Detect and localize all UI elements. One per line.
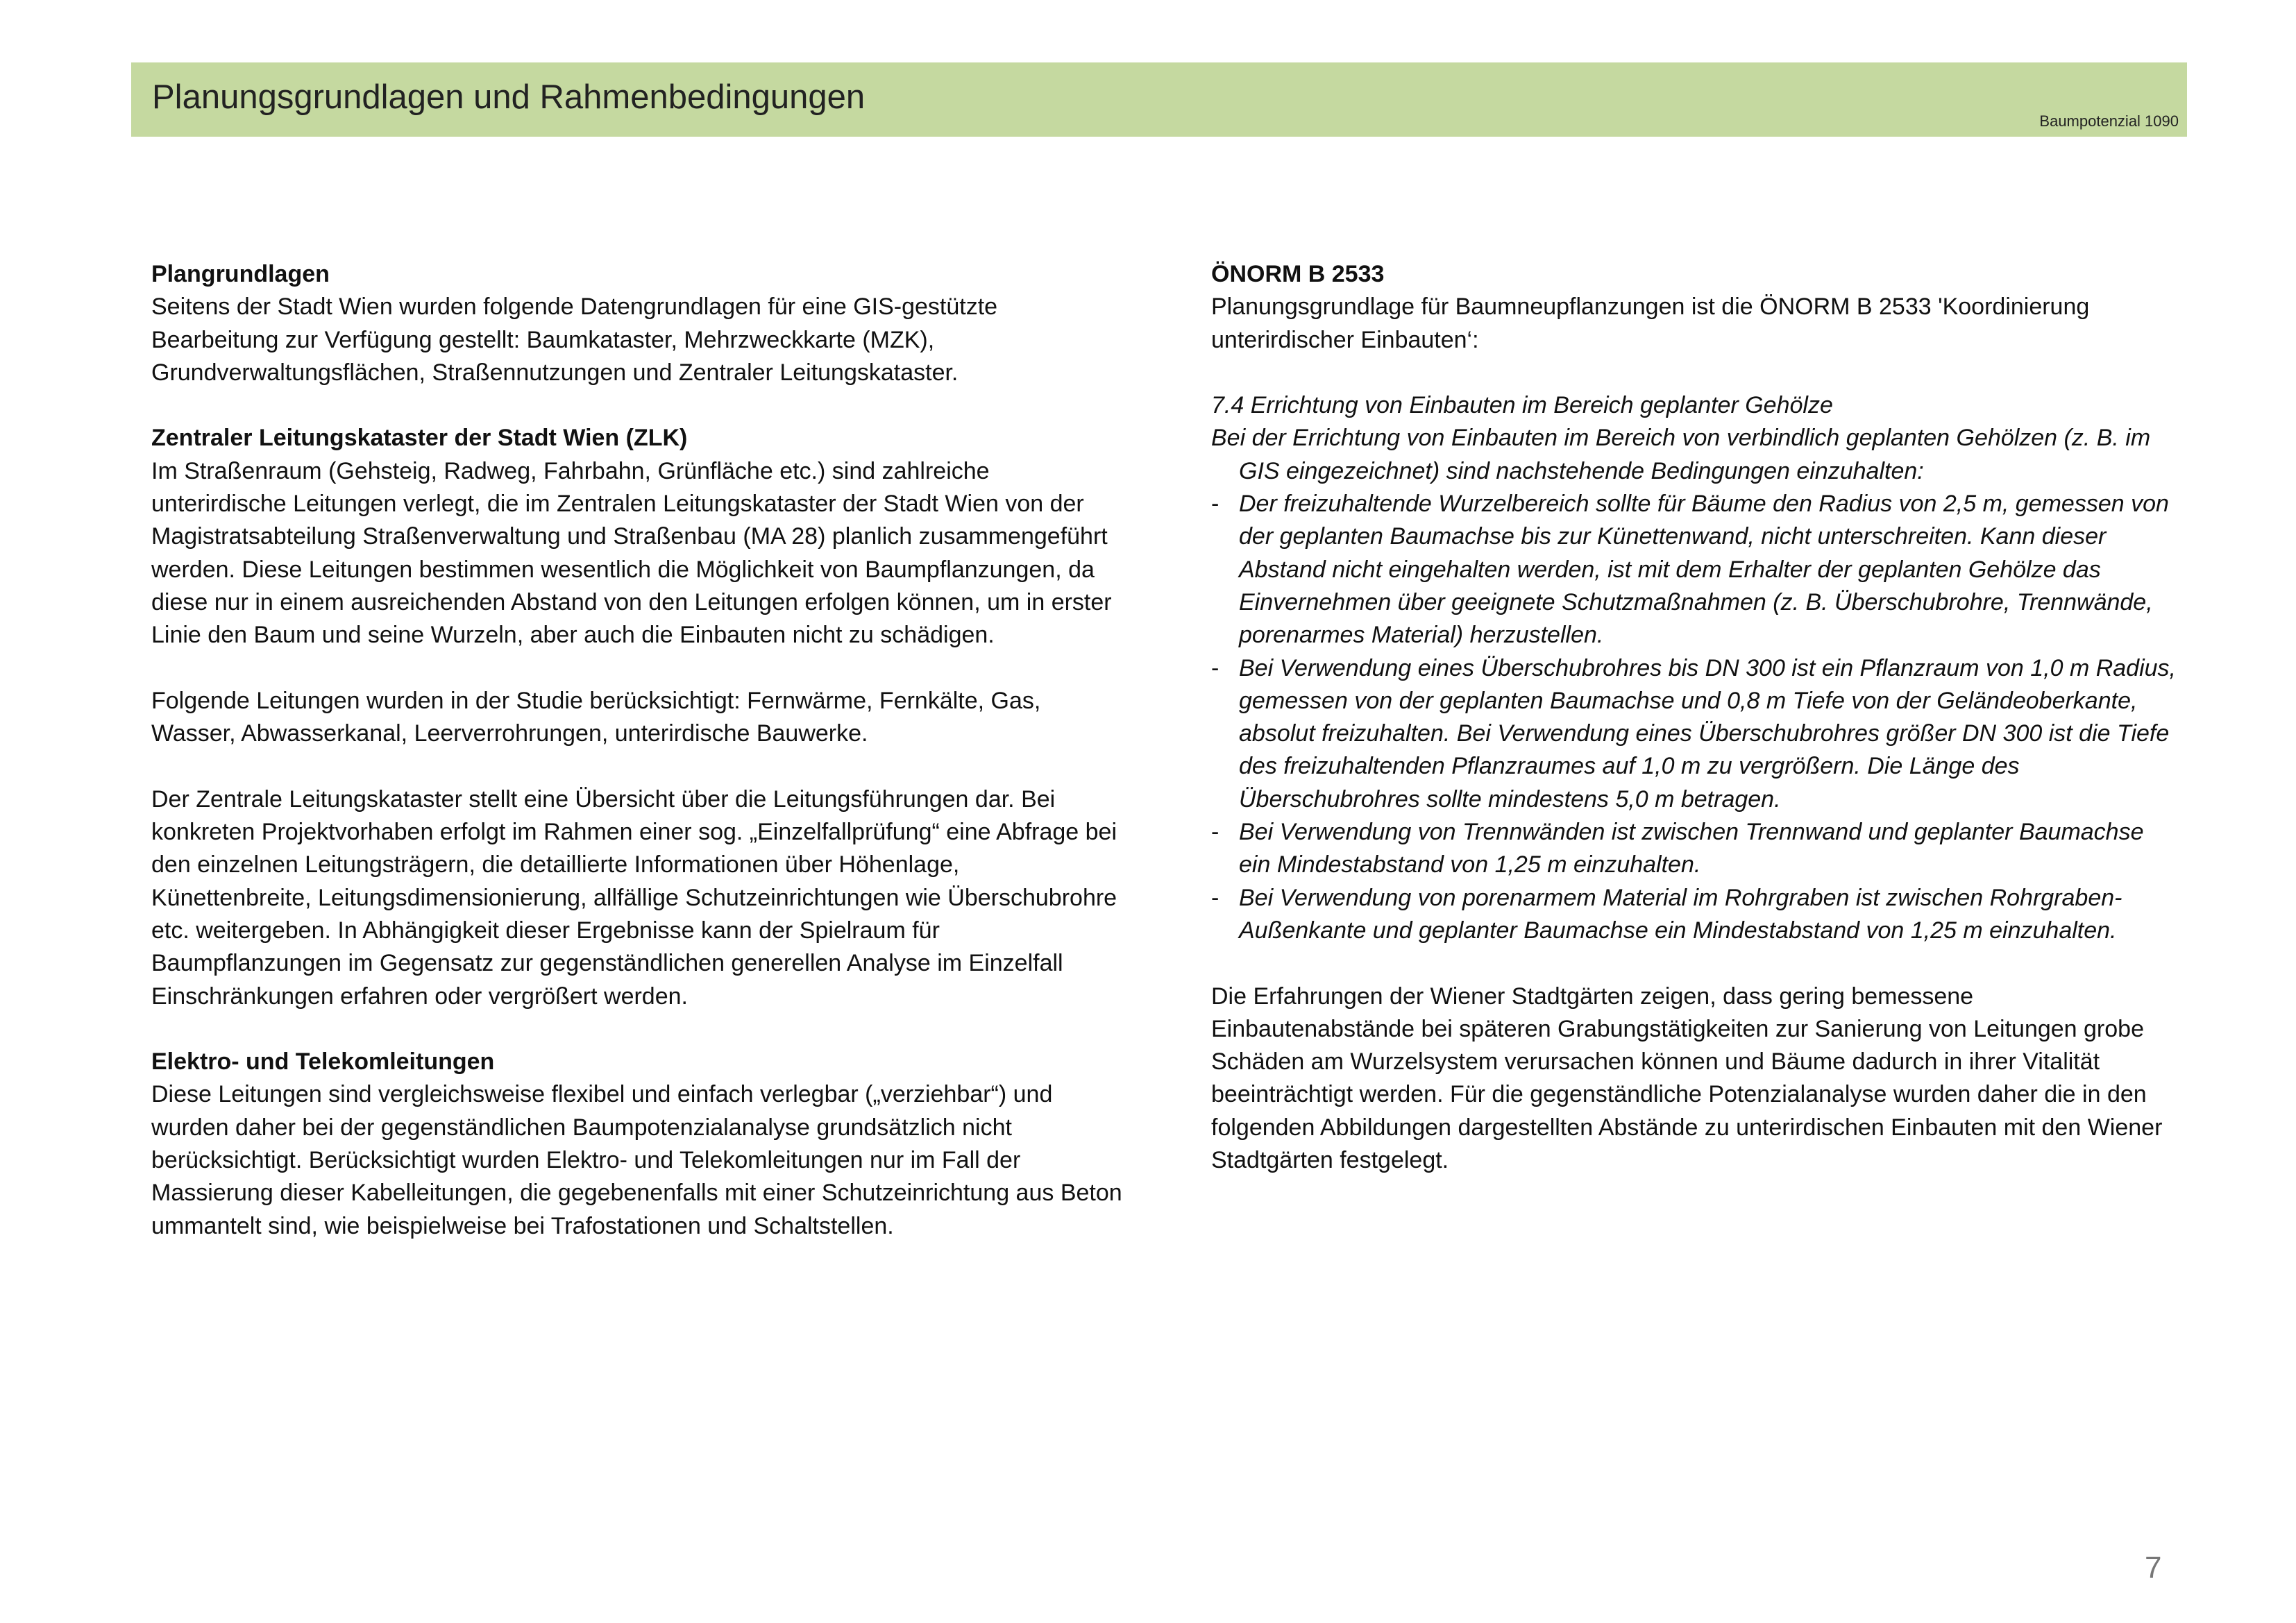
page-number: 7 [2145, 1551, 2162, 1585]
list-item: - Der freizuhaltende Wurzelbereich sollte für Bäume den Radius von 2,5 m, gemessen von der geplanten Baumachse bis zur Künettenwand, nicht unterschreiten. Kann dieser Abstand nicht eingehalten werden, ist mit dem Erhalter der geplanten Gehölze das Einvernehmen über geeignete Schutzmaßnahmen (z. B. Überschubrohre, Trennwände, porenarmes Material) herzustellen. [1211, 488, 2179, 652]
section-oenorm [1211, 258, 2179, 357]
paragraph: Diese Leitungen sind vergleichsweise flexibel und einfach verlegbar („verziehbar“) und wurden daher bei der gegenständlichen Baumpotenzialanalyse grundsätzlich nicht berücksichtigt. Berücksichtigt wurden Elektro- und Telekomleitungen nur im Fall der Massierung dieser Kabelleitungen, die gegebenenfalls mit einer Schutzeinrichtung aus Beton ummantelt sind, wie beispielweise bei Trafostationen und Schaltstellen. [151, 1081, 1122, 1239]
list-item: - Bei Verwendung von porenarmem Material im Rohrgraben ist zwischen Rohrgraben-Außenkante und geplanter Baumachse ein Mindestabstand von 1,25 m einzuhalten. [1211, 882, 2179, 948]
document-subtitle: Baumpotenzial 1090 [2039, 112, 2179, 130]
section-elektro [151, 1046, 1123, 1243]
bullet-marker: - [1211, 884, 1219, 911]
subsection-title: 7.4 Errichtung von Einbauten im Bereich geplanter Gehölze [1211, 392, 1833, 419]
section-7-4 [1211, 389, 2179, 947]
paragraph: Bei der Errichtung von Einbauten im Bereich von verbindlich geplanten Gehölzen (z. B. im GIS eingezeichnet) sind nachstehende Bedingungen einzuhalten: [1211, 425, 2151, 484]
right-column [1211, 258, 2179, 1177]
section-heading: Elektro- und Telekomleitungen [151, 1048, 495, 1076]
section-plangrundlagen [151, 258, 1123, 389]
paragraph: Planungsgrundlage für Baumneupflanzungen ist die ÖNORM B 2533 'Koordinierung unterirdischer Einbauten‘: [1211, 294, 2090, 353]
paragraph: Im Straßenraum (Gehsteig, Radweg, Fahrbahn, Grünfläche etc.) sind zahlreiche unterirdische Leitungen verlegt, die im Zentralen Leitungskataster der Stadt Wien von der Magistratsabteilung Straßenverwaltung und Straßenbau (MA 28) planlich zusammengeführt werden. Diese Leitungen bestimmen wesentlich die Möglichkeit von Baumpflanzungen, da diese nur in einem ausreichenden Abstand von den Leitungen erfolgen können, um in erster Linie den Baum und seine Wurzeln, aber auch die Einbauten nicht zu schädigen. [151, 457, 1112, 649]
paragraph: Seitens der Stadt Wien wurden folgende Datengrundlagen für eine GIS-gestützte Bearbeitung zur Verfügung gestellt: Baumkataster, Mehrzweckkarte (MZK), Grundverwaltungsflächen, Straßennutzungen und Zentraler Leitungskataster. [151, 294, 998, 386]
section-erfahrungen [1211, 980, 2179, 1178]
section-heading: ÖNORM B 2533 [1211, 261, 1385, 287]
bullet-marker: - [1211, 819, 1219, 846]
left-column [151, 258, 1123, 1243]
page-title: Planungsgrundlagen und Rahmenbedingungen [152, 78, 866, 116]
section-heading: Plangrundlagen [151, 261, 330, 287]
bullet-marker: - [1211, 654, 1219, 681]
paragraph: Folgende Leitungen wurden in der Studie berücksichtigt: Fernwärme, Fernkälte, Gas, Wasser, Abwasserkanal, Leerverrohrungen, unterirdische Bauwerke. [151, 687, 1041, 747]
list-item: - Bei Verwendung eines Überschubrohres bis DN 300 ist ein Pflanzraum von 1,0 m Radius, gemessen von der geplanten Baumachse und 0,8 m Tiefe von der Geländeoberkante, absolut freizuhalten. Bei Verwendung eines Überschubrohres größer DN 300 ist die Tiefe des freizuhaltenden Pflanzraumes auf 1,0 m zu vergrößern. Die Länge des Überschubrohres sollte mindestens 5,0 m betragen. [1211, 652, 2179, 816]
section-heading: Zentraler Leitungskataster der Stadt Wien (ZLK) [151, 425, 688, 452]
bullet-list [1211, 488, 2179, 947]
header-bar [131, 62, 2187, 137]
section-leitungen [151, 685, 1123, 751]
paragraph: Der Zentrale Leitungskataster stellt eine Übersicht über die Leitungsführungen dar. Bei konkreten Projektvorhaben erfolgt im Rahmen einer sog. „Einzelfallprüfung“ eine Abfrage bei den einzelnen Leitungsträgern, die detaillierte Informationen über Höhenlage, Künettenbreite, Leitungsdimensionierung, allfällige Schutzeinrichtungen wie Überschubrohre etc. weitergeben. In Abhängigkeit dieser Ergebnisse kann der Spielraum für Baumpflanzungen im Gegensatz zur gegenständlichen generellen Analyse im Einzelfall Einschränkungen erfahren oder vergrößert werden. [151, 785, 1117, 1010]
section-uebersicht [151, 783, 1123, 1013]
list-item: - Bei Verwendung von Trennwänden ist zwischen Trennwand und geplanter Baumachse ein Mindestabstand von 1,25 m einzuhalten. [1211, 816, 2179, 882]
paragraph: Die Erfahrungen der Wiener Stadtgärten zeigen, dass gering bemessene Einbautenabstände bei späteren Grabungstätigkeiten zur Sanierung von Leitungen grobe Schäden am Wurzelsystem verursachen können und Bäume dadurch in ihrer Vitalität beeinträchtigt werden. Für die gegenständliche Potenzialanalyse wurden daher die in den folgenden Abbildungen dargestellten Abstände zu unterirdischen Einbauten mit den Wiener Stadtgärten festgelegt. [1211, 983, 2163, 1174]
section-zlk [151, 422, 1123, 652]
bullet-marker: - [1211, 491, 1219, 518]
